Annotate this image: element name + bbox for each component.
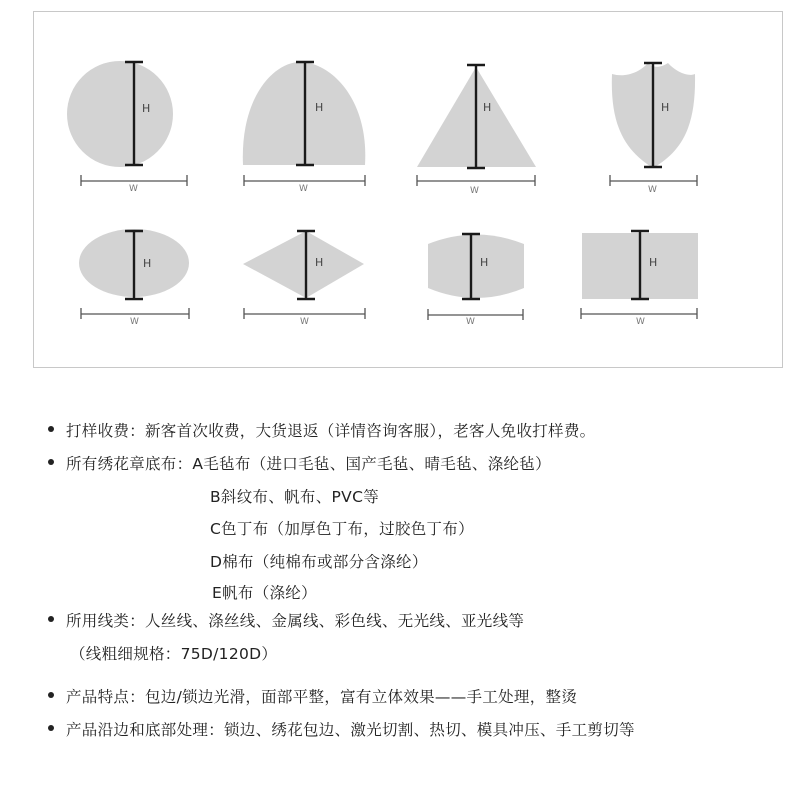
fabric-d-note: D棉布（纯棉布或部分含涤纶） <box>210 553 428 571</box>
w-label: W <box>636 317 645 327</box>
thread-spec-note: （线粗细规格：75D/120D） <box>70 645 278 663</box>
edge-processing-note: 产品沿边和底部处理：锁边、绣花包边、激光切割、热切、模具冲压、手工剪切等 <box>66 721 635 739</box>
w-label: W <box>129 184 138 194</box>
w-label: W <box>299 184 308 194</box>
h-label: H <box>142 102 151 115</box>
bullet <box>48 426 54 432</box>
h-label: H <box>315 256 324 269</box>
h-label: H <box>143 257 152 270</box>
sample-fee-note: 打样收费：新客首次收费，大货退返（详情咨询客服），老客人免收打样费。 <box>66 422 596 440</box>
w-label: W <box>130 317 139 327</box>
w-label: W <box>648 185 657 195</box>
w-label: W <box>470 186 479 196</box>
bullet <box>48 616 54 622</box>
fabric-c-note: C色丁布（加厚色丁布，过胶色丁布） <box>210 520 474 538</box>
features-note: 产品特点：包边/锁边光滑，面部平整，富有立体效果——手工处理，整烫 <box>66 688 578 706</box>
bullet <box>48 459 54 465</box>
bullet <box>48 692 54 698</box>
w-label: W <box>466 317 475 327</box>
fabric-e-note: E帆布（涤纶） <box>212 584 317 602</box>
h-label: H <box>315 101 324 114</box>
w-label: W <box>300 317 309 327</box>
threads-note: 所用线类：人丝线、涤丝线、金属线、彩色线、无光线、亚光线等 <box>66 612 525 630</box>
h-label: H <box>480 256 489 269</box>
h-label: H <box>483 101 492 114</box>
h-label: H <box>649 256 658 269</box>
h-label: H <box>661 101 670 114</box>
bullet <box>48 725 54 731</box>
fabric-intro-note: 所有绣花章底布：A毛毡布（进口毛毡、国产毛毡、晴毛毡、涤纶毡） <box>66 455 551 473</box>
fabric-b-note: B斜纹布、帆布、PVC等 <box>210 488 380 506</box>
